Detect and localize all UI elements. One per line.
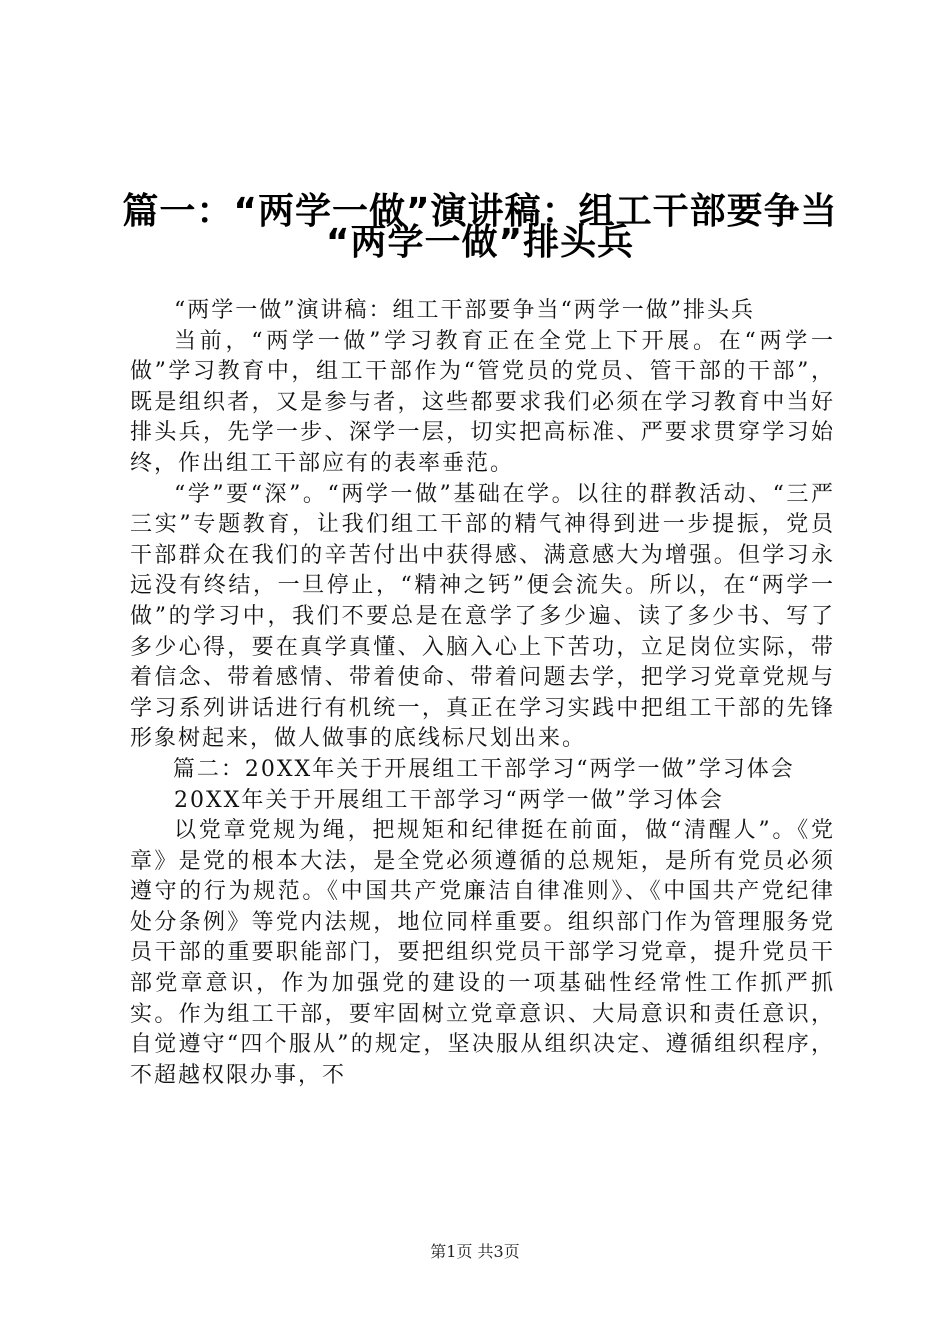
paragraph-party-rules: 以党章党规为绳，把规矩和纪律挺在前面，做“清醒人”。《党章》是党的根本大法，是全党必须遵循的总规矩，是所有党员必须遵守的行为规范。《中国共产党廉洁自律准则》、《中国共产党纪律处分条例》等党内法规，地位同样重要。组织部门作为管理服务党员干部的重要职能部门，要把组织党员干部学习党章，提升党员干部党章意识，作为加强党的建设的一项基础性经常性工作抓严抓实。作为组工干部，要牢固树立党章意识、大局意识和责任意识，自觉遵守“四个服从”的规定，坚决服从组织决定、遵循组织程序，不超越权限办事，不 (130, 818, 835, 1088)
document-title-line-1: 篇一：“两学一做”演讲稿：组工干部要争当 (122, 191, 838, 232)
document-body (130, 296, 835, 1091)
page-footer: 第1页 共3页 (430, 1242, 520, 1261)
document-title-line-2: “两学一做”排头兵 (325, 222, 635, 263)
paragraph-intro: 当前，“两学一做”学习教育正在全党上下开展。在“两学一做”学习教育中，组工干部作为“管党员的党员、管干部的干部”，既是组织者，又是参与者，这些都要求我们必须在学习教育中当好排头兵，先学一步、深学一层，切实把高标准、严要求贯穿学习始终，作出组工干部应有的表率垂范。 (130, 328, 835, 476)
paragraph-part-two-heading: 篇二：20XX年关于开展组工干部学习“两学一做”学习体会 (172, 756, 795, 782)
paragraph-part-two-title: 20XX年关于开展组工干部学习“两学一做”学习体会 (174, 787, 724, 813)
paragraph-study-deep: “学”要“深”。“两学一做”基础在学。以往的群教活动、“三严三实”专题教育，让我们组工干部的精气神得到进一步提振，党员干部群众在我们的辛苦付出中获得感、满意感大为增强。但学习永远没有终结，一旦停止，“精神之钙”便会流失。所以，在“两学一做”的学习中，我们不要总是在意学了多少遍、读了多少书、写了多少心得，要在真学真懂、入脑入心上下苦功，立足岗位实际，带着信念、带着感情、带着使命、带着问题去学，把学习党章党规与学习系列讲话进行有机统一，真正在学习实践中把组工干部的先锋形象树起来，做人做事的底线标尺划出来。 (130, 481, 835, 752)
paragraph-speech-title: “两学一做”演讲稿：组工干部要争当“两学一做”排头兵 (174, 298, 755, 323)
